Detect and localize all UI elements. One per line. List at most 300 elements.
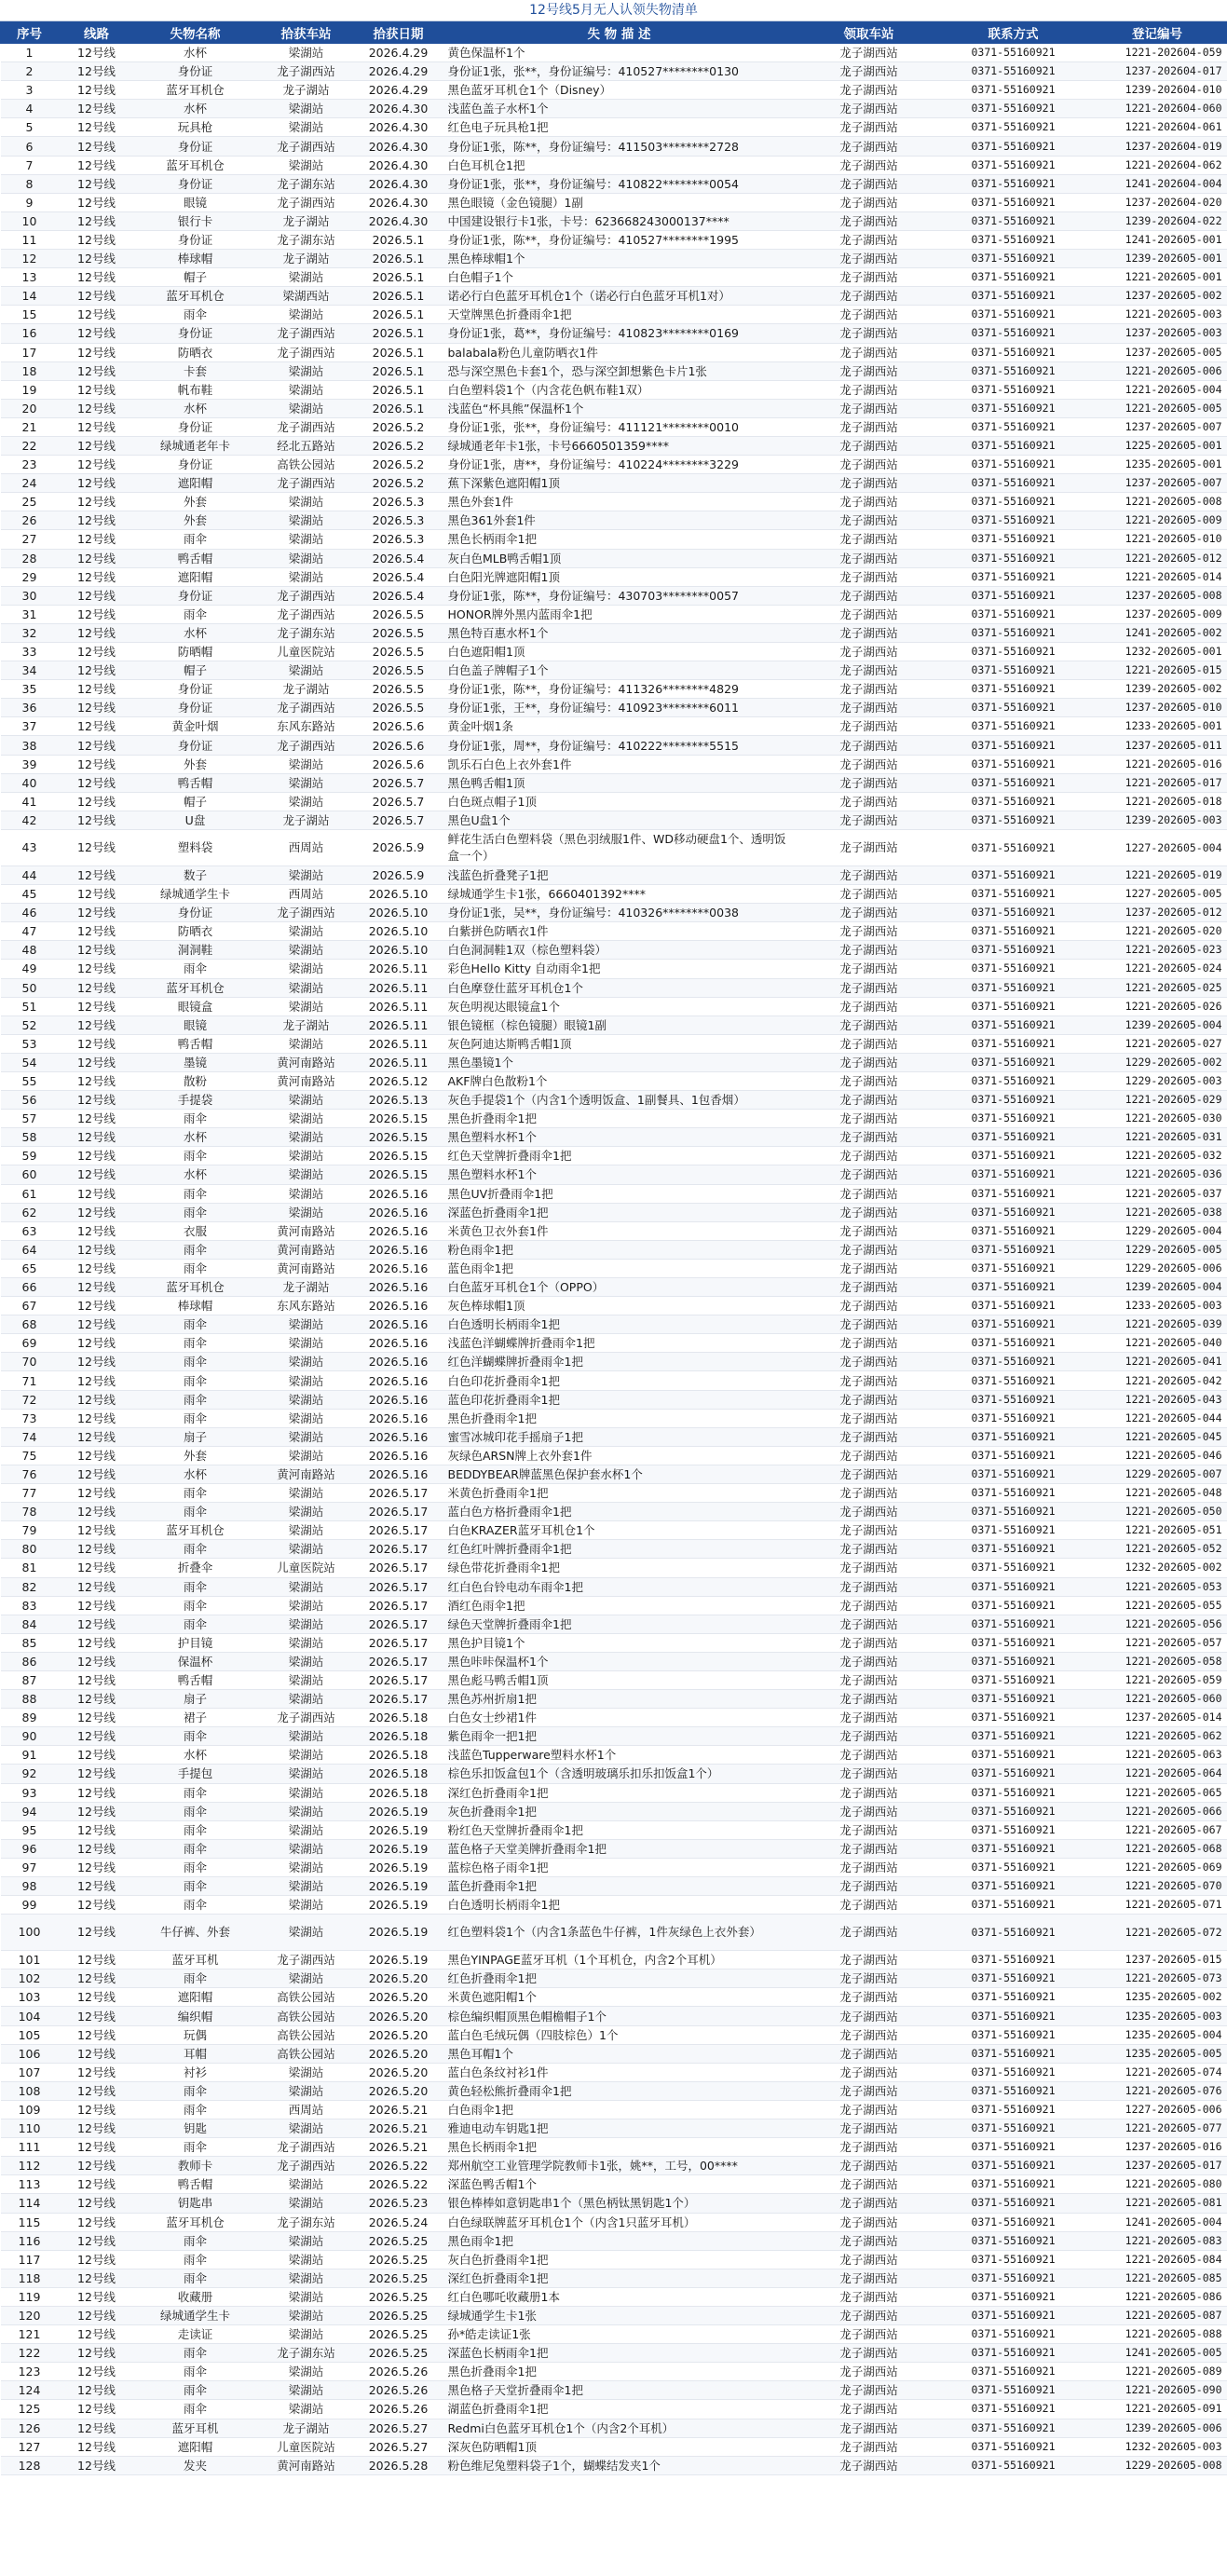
table-row <box>1 1165 1227 1184</box>
row-reg-number: 1229-202605-002 <box>1087 1053 1227 1071</box>
row-line: 12号线 <box>59 2213 135 2231</box>
row-claim-station: 龙子湖西站 <box>798 1988 940 2007</box>
row-item-name: 蓝牙耳机 <box>135 1951 256 1969</box>
row-claim-station: 龙子湖西站 <box>798 978 940 997</box>
row-found-station: 龙子湖西站 <box>256 62 357 81</box>
row-reg-number: 1221-202605-018 <box>1087 792 1227 811</box>
row-item-name: 蓝牙耳机仓 <box>135 156 256 174</box>
row-index: 90 <box>1 1727 59 1746</box>
row-index: 112 <box>1 2157 59 2175</box>
row-found-date: 2026.5.18 <box>357 1765 441 1783</box>
row-found-date: 2026.5.11 <box>357 978 441 997</box>
table-row <box>1 530 1227 549</box>
row-contact: 0371-55160921 <box>940 44 1087 62</box>
row-item-name: 护目镜 <box>135 1633 256 1652</box>
row-index: 3 <box>1 81 59 100</box>
row-found-station: 梁湖站 <box>256 1670 357 1689</box>
row-reg-number: 1221-202605-070 <box>1087 1877 1227 1896</box>
row-item-name: 折叠伞 <box>135 1559 256 1577</box>
row-reg-number: 1235-202605-002 <box>1087 1988 1227 2007</box>
row-description: 黑色塑料水杯1个 <box>441 1165 798 1184</box>
row-found-station: 梁湖站 <box>256 1446 357 1465</box>
row-reg-number: 1239-202605-002 <box>1087 680 1227 699</box>
row-reg-number: 1221-202605-036 <box>1087 1165 1227 1184</box>
row-claim-station: 龙子湖西站 <box>798 1446 940 1465</box>
row-line: 12号线 <box>59 1147 135 1165</box>
row-found-station: 梁湖站 <box>256 960 357 978</box>
row-reg-number: 1241-202605-004 <box>1087 2213 1227 2231</box>
row-claim-station: 龙子湖西站 <box>798 1877 940 1896</box>
row-description: 浅蓝色Tupperware塑料水杯1个 <box>441 1746 798 1765</box>
row-found-date: 2026.5.17 <box>357 1521 441 1540</box>
row-found-station: 梁湖站 <box>256 44 357 62</box>
row-found-date: 2026.5.9 <box>357 865 441 884</box>
row-description: 湖蓝色折叠雨伞1把 <box>441 2400 798 2419</box>
row-found-station: 梁湖站 <box>256 1540 357 1559</box>
row-claim-station: 龙子湖西站 <box>798 2250 940 2269</box>
row-reg-number: 1239-202605-006 <box>1087 2419 1227 2437</box>
row-index: 74 <box>1 1427 59 1446</box>
row-found-station: 龙子湖东站 <box>256 2344 357 2363</box>
row-contact: 0371-55160921 <box>940 1709 1087 1727</box>
table-row <box>1 2381 1227 2400</box>
row-reg-number: 1239-202605-003 <box>1087 811 1227 829</box>
row-contact: 0371-55160921 <box>940 193 1087 211</box>
row-item-name: 耳帽 <box>135 2044 256 2063</box>
row-claim-station: 龙子湖西站 <box>798 773 940 792</box>
row-description: 彩色Hello Kitty 自动雨伞1把 <box>441 960 798 978</box>
row-found-date: 2026.5.16 <box>357 1390 441 1409</box>
row-line: 12号线 <box>59 811 135 829</box>
row-description: 银色镜框（棕色镜腿）眼镜1副 <box>441 1015 798 1034</box>
row-found-station: 西周站 <box>256 885 357 904</box>
row-found-date: 2026.5.2 <box>357 436 441 455</box>
row-description: 粉色雨伞1把 <box>441 1240 798 1259</box>
table-row <box>1 1110 1227 1128</box>
row-line: 12号线 <box>59 1015 135 1034</box>
row-found-date: 2026.5.11 <box>357 1034 441 1053</box>
row-claim-station: 龙子湖西站 <box>798 100 940 118</box>
table-row <box>1 1877 1227 1896</box>
row-contact: 0371-55160921 <box>940 623 1087 642</box>
row-claim-station: 龙子湖西站 <box>798 1802 940 1820</box>
row-found-station: 梁湖站 <box>256 549 357 567</box>
row-found-date: 2026.5.17 <box>357 1484 441 1503</box>
row-item-name: 雨伞 <box>135 2138 256 2157</box>
table-row <box>1 2044 1227 2063</box>
row-index: 121 <box>1 2325 59 2344</box>
row-found-station: 梁湖站 <box>256 2287 357 2306</box>
row-index: 42 <box>1 811 59 829</box>
row-found-date: 2026.5.19 <box>357 1839 441 1858</box>
row-claim-station: 龙子湖西站 <box>798 2306 940 2324</box>
row-item-name: 雨伞 <box>135 1802 256 1820</box>
row-claim-station: 龙子湖西站 <box>798 2081 940 2100</box>
table-row <box>1 417 1227 436</box>
row-reg-number: 1221-202605-050 <box>1087 1503 1227 1521</box>
row-found-station: 梁湖站 <box>256 2063 357 2081</box>
row-reg-number: 1221-202604-061 <box>1087 118 1227 137</box>
row-claim-station: 龙子湖西站 <box>798 680 940 699</box>
row-found-station: 梁湖站 <box>256 2231 357 2250</box>
row-item-name: 蓝牙耳机仓 <box>135 1278 256 1297</box>
row-contact: 0371-55160921 <box>940 2119 1087 2138</box>
row-claim-station: 龙子湖西站 <box>798 230 940 249</box>
row-line: 12号线 <box>59 1746 135 1765</box>
row-claim-station: 龙子湖西站 <box>798 736 940 755</box>
row-found-station: 梁湖站 <box>256 978 357 997</box>
row-contact: 0371-55160921 <box>940 1765 1087 1783</box>
table-row <box>1 2063 1227 2081</box>
table-row <box>1 1147 1227 1165</box>
row-found-date: 2026.5.2 <box>357 456 441 474</box>
row-index: 92 <box>1 1765 59 1783</box>
row-reg-number: 1221-202605-066 <box>1087 1802 1227 1820</box>
row-line: 12号线 <box>59 343 135 361</box>
row-item-name: 雨伞 <box>135 1783 256 1802</box>
row-claim-station: 龙子湖西站 <box>798 306 940 324</box>
row-line: 12号线 <box>59 2231 135 2250</box>
row-line: 12号线 <box>59 2007 135 2025</box>
row-reg-number: 1221-202605-045 <box>1087 1427 1227 1446</box>
row-found-station: 梁湖站 <box>256 1184 357 1203</box>
table-row <box>1 736 1227 755</box>
row-line: 12号线 <box>59 380 135 399</box>
row-claim-station: 龙子湖西站 <box>798 1503 940 1521</box>
row-contact: 0371-55160921 <box>940 2231 1087 2250</box>
row-line: 12号线 <box>59 1915 135 1951</box>
table-row <box>1 605 1227 623</box>
row-claim-station: 龙子湖西站 <box>798 193 940 211</box>
header-found-station: 拾获车站 <box>256 22 357 44</box>
row-found-station: 梁湖站 <box>256 399 357 417</box>
header-claim-station: 领取车站 <box>798 22 940 44</box>
row-description: 白色遮阳帽1顶 <box>441 643 798 661</box>
row-contact: 0371-55160921 <box>940 118 1087 137</box>
row-found-date: 2026.5.17 <box>357 1577 441 1596</box>
row-description: BEDDYBEAR牌蓝黑色保护套水杯1个 <box>441 1465 798 1483</box>
row-item-name: 雨伞 <box>135 1184 256 1203</box>
row-description: 身份证1张，陈**，身份证编号：430703********0057 <box>441 586 798 605</box>
row-claim-station: 龙子湖西站 <box>798 1371 940 1390</box>
row-found-station: 东风东路站 <box>256 1297 357 1315</box>
row-found-station: 梁湖站 <box>256 1727 357 1746</box>
table-row <box>1 586 1227 605</box>
row-line: 12号线 <box>59 2044 135 2063</box>
row-item-name: 帆布鞋 <box>135 380 256 399</box>
row-claim-station: 龙子湖西站 <box>798 2007 940 2025</box>
row-contact: 0371-55160921 <box>940 1969 1087 1988</box>
row-contact: 0371-55160921 <box>940 156 1087 174</box>
row-found-date: 2026.4.30 <box>357 156 441 174</box>
row-index: 84 <box>1 1615 59 1633</box>
row-index: 127 <box>1 2437 59 2456</box>
row-contact: 0371-55160921 <box>940 2363 1087 2381</box>
row-found-date: 2026.5.18 <box>357 1709 441 1727</box>
row-index: 68 <box>1 1315 59 1334</box>
row-description: 白色斑点帽子1顶 <box>441 792 798 811</box>
row-index: 35 <box>1 680 59 699</box>
row-index: 60 <box>1 1165 59 1184</box>
row-contact: 0371-55160921 <box>940 1184 1087 1203</box>
row-contact: 0371-55160921 <box>940 605 1087 623</box>
row-reg-number: 1239-202605-001 <box>1087 250 1227 268</box>
row-line: 12号线 <box>59 549 135 567</box>
table-row <box>1 1353 1227 1371</box>
row-contact: 0371-55160921 <box>940 2007 1087 2025</box>
row-item-name: 身份证 <box>135 586 256 605</box>
row-found-station: 梁湖站 <box>256 1353 357 1371</box>
row-found-station: 梁湖站 <box>256 1765 357 1783</box>
row-item-name: 鸭舌帽 <box>135 1034 256 1053</box>
row-contact: 0371-55160921 <box>940 2250 1087 2269</box>
row-item-name: 雨伞 <box>135 2081 256 2100</box>
row-index: 37 <box>1 717 59 736</box>
row-found-station: 龙子湖站 <box>256 1015 357 1034</box>
row-line: 12号线 <box>59 417 135 436</box>
lost-items-table <box>0 21 1227 2475</box>
row-line: 12号线 <box>59 1670 135 1689</box>
row-item-name: 扇子 <box>135 1427 256 1446</box>
row-line: 12号线 <box>59 2381 135 2400</box>
row-line: 12号线 <box>59 361 135 380</box>
row-found-station: 西周站 <box>256 2100 357 2119</box>
row-claim-station: 龙子湖西站 <box>798 717 940 736</box>
row-found-station: 梁湖站 <box>256 1484 357 1503</box>
row-contact: 0371-55160921 <box>940 2400 1087 2419</box>
table-row <box>1 1128 1227 1147</box>
row-contact: 0371-55160921 <box>940 2381 1087 2400</box>
row-contact: 0371-55160921 <box>940 2063 1087 2081</box>
row-description: 白色透明长柄雨伞1把 <box>441 1315 798 1334</box>
table-row <box>1 1071 1227 1090</box>
row-contact: 0371-55160921 <box>940 1128 1087 1147</box>
row-description: 棕色乐扣饭盒包1个（含透明玻璃乐扣乐扣饭盒1个） <box>441 1765 798 1783</box>
row-claim-station: 龙子湖西站 <box>798 865 940 884</box>
row-item-name: 水杯 <box>135 623 256 642</box>
row-found-station: 龙子湖西站 <box>256 324 357 343</box>
table-row <box>1 343 1227 361</box>
row-claim-station: 龙子湖西站 <box>798 2119 940 2138</box>
row-line: 12号线 <box>59 586 135 605</box>
row-description: 黑色咔咔保温杯1个 <box>441 1652 798 1670</box>
row-item-name: 水杯 <box>135 1746 256 1765</box>
row-description: 灰色阿迪达斯鸭舌帽1顶 <box>441 1034 798 1053</box>
row-contact: 0371-55160921 <box>940 287 1087 306</box>
row-claim-station: 龙子湖西站 <box>798 1765 940 1783</box>
row-line: 12号线 <box>59 773 135 792</box>
row-found-station: 龙子湖西站 <box>256 605 357 623</box>
row-index: 91 <box>1 1746 59 1765</box>
row-description: 蓝色折叠雨伞1把 <box>441 1877 798 1896</box>
row-contact: 0371-55160921 <box>940 1503 1087 1521</box>
row-found-station: 龙子湖站 <box>256 211 357 230</box>
row-line: 12号线 <box>59 493 135 511</box>
row-claim-station: 龙子湖西站 <box>798 1465 940 1483</box>
row-line: 12号线 <box>59 1577 135 1596</box>
row-index: 54 <box>1 1053 59 1071</box>
row-description: 黑色耳帽1个 <box>441 2044 798 2063</box>
row-claim-station: 龙子湖西站 <box>798 156 940 174</box>
header-contact: 联系方式 <box>940 22 1087 44</box>
row-item-name: 扇子 <box>135 1690 256 1709</box>
row-description: 红白色台铃电动车雨伞1把 <box>441 1577 798 1596</box>
row-found-station: 梁湖站 <box>256 773 357 792</box>
row-found-date: 2026.5.5 <box>357 680 441 699</box>
row-description: 蓝白色毛绒玩偶（四肢棕色）1个 <box>441 2025 798 2044</box>
row-line: 12号线 <box>59 1297 135 1315</box>
row-item-name: 眼镜 <box>135 1015 256 1034</box>
row-found-station: 梁湖站 <box>256 792 357 811</box>
row-description: 黑色蓝牙耳机仓1个（Disney） <box>441 81 798 100</box>
table-row <box>1 1820 1227 1839</box>
row-item-name: 雨伞 <box>135 1409 256 1427</box>
row-contact: 0371-55160921 <box>940 2287 1087 2306</box>
row-found-station: 经北五路站 <box>256 436 357 455</box>
row-found-date: 2026.5.1 <box>357 250 441 268</box>
row-contact: 0371-55160921 <box>940 493 1087 511</box>
row-found-station: 龙子湖东站 <box>256 174 357 193</box>
row-index: 116 <box>1 2231 59 2250</box>
table-row <box>1 1371 1227 1390</box>
table-row <box>1 997 1227 1015</box>
row-line: 12号线 <box>59 829 135 865</box>
row-reg-number: 1221-202605-024 <box>1087 960 1227 978</box>
row-item-name: 遮阳帽 <box>135 1988 256 2007</box>
row-claim-station: 龙子湖西站 <box>798 343 940 361</box>
row-found-station: 西周站 <box>256 829 357 865</box>
row-claim-station: 龙子湖西站 <box>798 1165 940 1184</box>
row-found-date: 2026.5.1 <box>357 324 441 343</box>
row-line: 12号线 <box>59 1278 135 1297</box>
row-item-name: 身份证 <box>135 736 256 755</box>
row-reg-number: 1221-202605-067 <box>1087 1820 1227 1839</box>
row-reg-number: 1239-202604-010 <box>1087 81 1227 100</box>
row-claim-station: 龙子湖西站 <box>798 1334 940 1353</box>
row-found-station: 梁湖站 <box>256 2119 357 2138</box>
row-description: 紫色雨伞一把1把 <box>441 1727 798 1746</box>
row-description: 深蓝色长柄雨伞1把 <box>441 2344 798 2363</box>
row-description: 红色红叶牌折叠雨伞1把 <box>441 1540 798 1559</box>
table-row <box>1 2344 1227 2363</box>
row-contact: 0371-55160921 <box>940 1484 1087 1503</box>
row-contact: 0371-55160921 <box>940 2157 1087 2175</box>
row-contact: 0371-55160921 <box>940 380 1087 399</box>
row-found-date: 2026.5.25 <box>357 2269 441 2287</box>
row-item-name: 防晒衣 <box>135 343 256 361</box>
row-item-name: 衬衫 <box>135 2063 256 2081</box>
row-contact: 0371-55160921 <box>940 1596 1087 1615</box>
row-line: 12号线 <box>59 287 135 306</box>
row-index: 117 <box>1 2250 59 2269</box>
row-index: 113 <box>1 2175 59 2194</box>
row-item-name: 鸭舌帽 <box>135 549 256 567</box>
row-found-date: 2026.5.17 <box>357 1559 441 1577</box>
row-index: 111 <box>1 2138 59 2157</box>
row-reg-number: 1221-202605-080 <box>1087 2175 1227 2194</box>
row-contact: 0371-55160921 <box>940 2344 1087 2363</box>
row-reg-number: 1227-202605-006 <box>1087 2100 1227 2119</box>
row-contact: 0371-55160921 <box>940 773 1087 792</box>
row-reg-number: 1227-202605-005 <box>1087 885 1227 904</box>
table-row <box>1 811 1227 829</box>
row-index: 59 <box>1 1147 59 1165</box>
row-contact: 0371-55160921 <box>940 2306 1087 2324</box>
row-claim-station: 龙子湖西站 <box>798 1670 940 1689</box>
row-line: 12号线 <box>59 2250 135 2269</box>
row-item-name: 发夹 <box>135 2456 256 2474</box>
row-claim-station: 龙子湖西站 <box>798 1315 940 1334</box>
row-found-station: 龙子湖站 <box>256 1278 357 1297</box>
row-reg-number: 1221-202605-077 <box>1087 2119 1227 2138</box>
row-found-date: 2026.5.4 <box>357 549 441 567</box>
row-line: 12号线 <box>59 2194 135 2213</box>
table-row <box>1 511 1227 530</box>
row-description: 黑色YINPAGE蓝牙耳机（1个耳机仓，内含2个耳机） <box>441 1951 798 1969</box>
row-found-date: 2026.5.21 <box>357 2119 441 2138</box>
row-index: 5 <box>1 118 59 137</box>
row-line: 12号线 <box>59 1259 135 1277</box>
row-item-name: 水杯 <box>135 1128 256 1147</box>
row-item-name: 蓝牙耳机仓 <box>135 287 256 306</box>
table-row <box>1 567 1227 586</box>
row-index: 4 <box>1 100 59 118</box>
row-description: 白色耳机仓1把 <box>441 156 798 174</box>
row-reg-number: 1221-202605-062 <box>1087 1727 1227 1746</box>
row-found-date: 2026.4.30 <box>357 211 441 230</box>
row-description: 郑州航空工业管理学院教师卡1张，姚**，工号，00**** <box>441 2157 798 2175</box>
row-index: 2 <box>1 62 59 81</box>
row-found-station: 高铁公园站 <box>256 1988 357 2007</box>
row-index: 125 <box>1 2400 59 2419</box>
row-description: 白色印花折叠雨伞1把 <box>441 1371 798 1390</box>
row-index: 12 <box>1 250 59 268</box>
row-index: 106 <box>1 2044 59 2063</box>
row-found-station: 梁湖站 <box>256 100 357 118</box>
row-found-station: 梁湖站 <box>256 1820 357 1839</box>
row-found-station: 梁湖站 <box>256 118 357 137</box>
row-reg-number: 1233-202605-001 <box>1087 717 1227 736</box>
row-item-name: 身份证 <box>135 174 256 193</box>
row-found-date: 2026.4.30 <box>357 193 441 211</box>
row-item-name: 雨伞 <box>135 1969 256 1988</box>
row-index: 101 <box>1 1951 59 1969</box>
row-reg-number: 1221-202605-004 <box>1087 380 1227 399</box>
row-item-name: 雨伞 <box>135 1147 256 1165</box>
header-index: 序号 <box>1 22 59 44</box>
row-found-station: 黄河南路站 <box>256 2456 357 2474</box>
row-contact: 0371-55160921 <box>940 530 1087 549</box>
row-item-name: 手提包 <box>135 1765 256 1783</box>
row-claim-station: 龙子湖西站 <box>798 361 940 380</box>
row-found-date: 2026.4.30 <box>357 100 441 118</box>
row-claim-station: 龙子湖西站 <box>798 1690 940 1709</box>
row-found-station: 黄河南路站 <box>256 1465 357 1483</box>
table-row <box>1 1503 1227 1521</box>
row-found-date: 2026.5.16 <box>357 1221 441 1240</box>
row-found-station: 高铁公园站 <box>256 2007 357 2025</box>
row-claim-station: 龙子湖西站 <box>798 456 940 474</box>
row-contact: 0371-55160921 <box>940 343 1087 361</box>
row-reg-number: 1237-202604-017 <box>1087 62 1227 81</box>
row-index: 13 <box>1 268 59 287</box>
row-found-station: 龙子湖站 <box>256 2419 357 2437</box>
row-found-date: 2026.5.16 <box>357 1278 441 1297</box>
row-reg-number: 1221-202605-014 <box>1087 567 1227 586</box>
row-found-date: 2026.5.10 <box>357 941 441 960</box>
row-item-name: 蓝牙耳机仓 <box>135 81 256 100</box>
row-description: 白色盖子牌帽子1个 <box>441 661 798 680</box>
